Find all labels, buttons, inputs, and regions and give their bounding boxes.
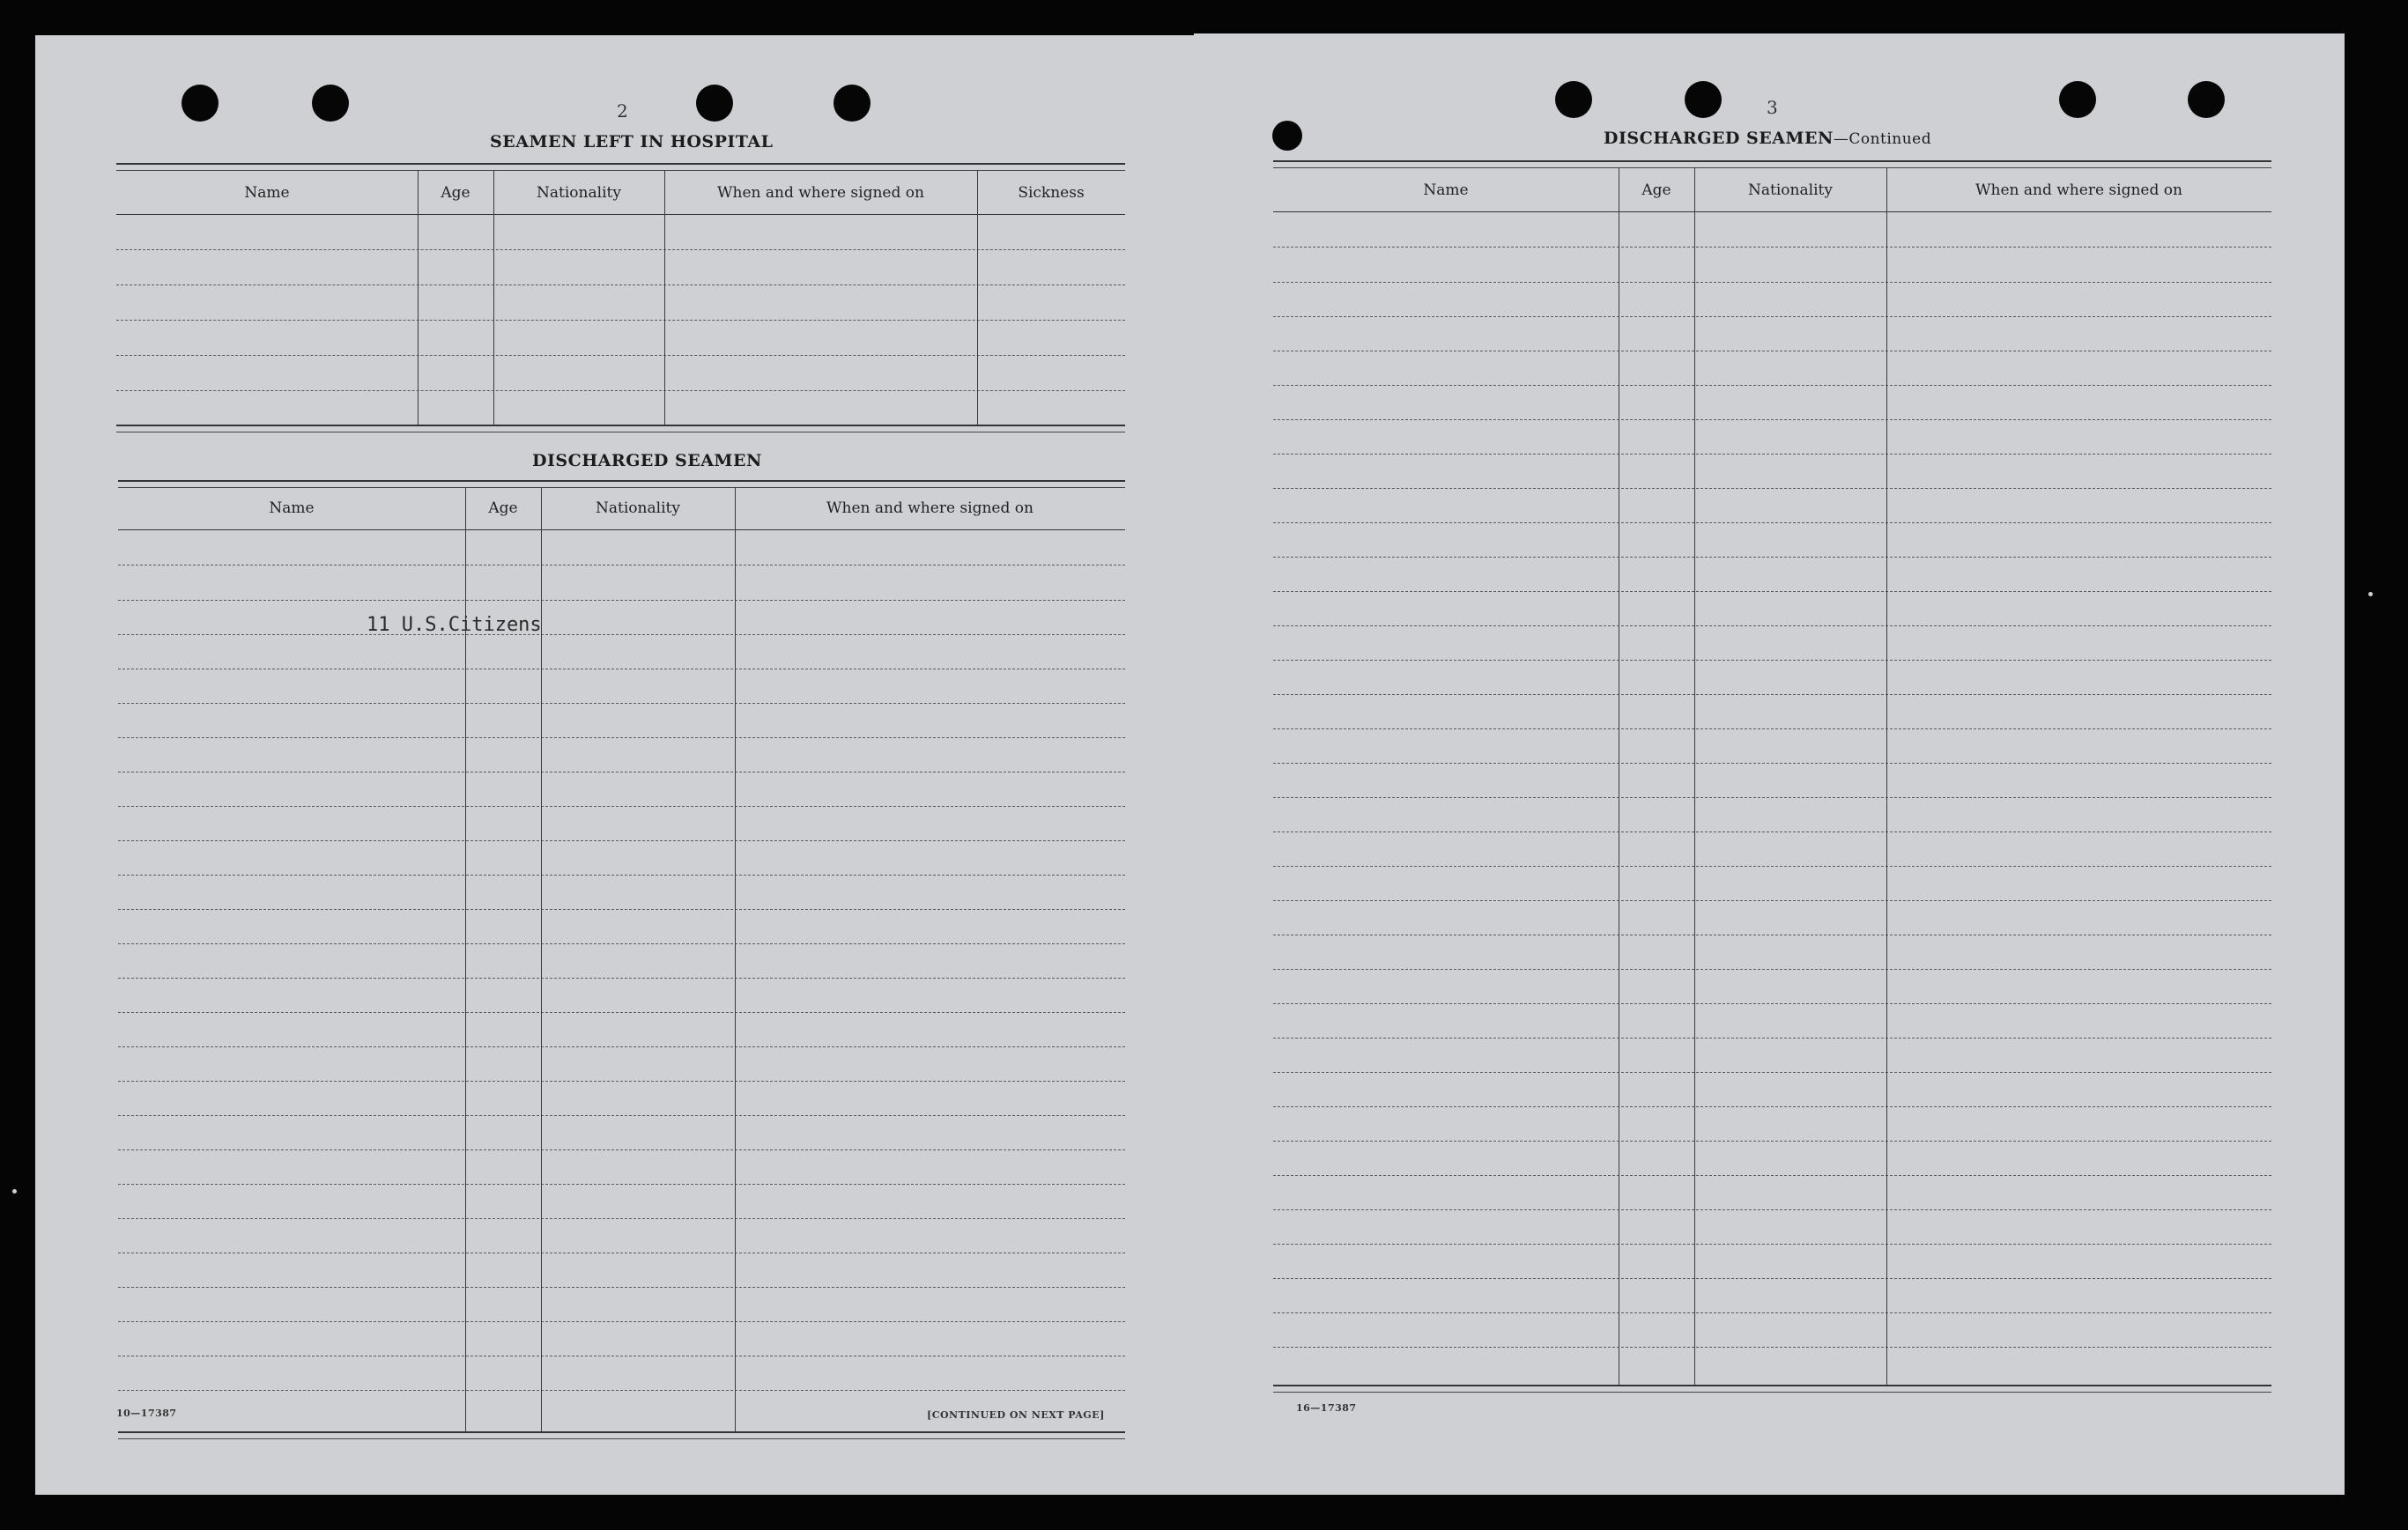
section-title-suffix: —Continued	[1833, 130, 1932, 148]
row-line	[1273, 1003, 2271, 1004]
row-line	[118, 1149, 1125, 1150]
row-line	[1273, 1175, 2271, 1176]
row-line	[1273, 454, 2271, 455]
page-number: 3	[1767, 97, 1778, 118]
table-rule	[116, 163, 1125, 171]
form-number: 16—17387	[1296, 1402, 1357, 1414]
row-line	[1273, 488, 2271, 489]
form-number: 10—17387	[116, 1408, 177, 1419]
column-header-nationality: Nationality	[596, 499, 680, 517]
right-page	[1194, 33, 2345, 1495]
row-line	[1273, 591, 2271, 592]
column-header-signed-on: When and where signed on	[717, 184, 924, 202]
row-line	[118, 737, 1125, 738]
table-rule	[118, 529, 1125, 530]
discharged-table	[118, 480, 1125, 1440]
row-line	[1273, 660, 2271, 661]
column-header-age: Age	[1641, 181, 1671, 199]
row-line	[1273, 1209, 2271, 1210]
row-line	[116, 249, 1125, 250]
row-line	[118, 943, 1125, 944]
row-line	[116, 390, 1125, 391]
row-line	[118, 1046, 1125, 1047]
hospital-table	[116, 163, 1125, 433]
punch-hole	[1555, 81, 1592, 118]
column-divider	[664, 170, 665, 425]
row-line	[1273, 625, 2271, 626]
discharged-continued-title	[1604, 129, 1931, 148]
continued-note: [CONTINUED ON NEXT PAGE]	[927, 1409, 1105, 1421]
row-line	[118, 909, 1125, 910]
column-divider	[1886, 167, 1887, 1385]
row-line	[118, 1390, 1125, 1391]
row-line	[118, 1012, 1125, 1013]
punch-hole	[2188, 81, 2225, 118]
punch-hole	[834, 85, 871, 122]
table-rule	[118, 480, 1125, 488]
row-line	[1273, 728, 2271, 729]
column-header-age: Age	[441, 184, 470, 202]
row-line	[1273, 1106, 2271, 1107]
row-line	[1273, 385, 2271, 386]
typed-entry: 11 U.S.Citizens	[367, 614, 542, 636]
row-line	[118, 1184, 1125, 1185]
column-divider	[493, 170, 494, 425]
punch-hole	[312, 85, 349, 122]
table-rule	[1273, 211, 2271, 212]
table-rule	[118, 1431, 1125, 1439]
row-line	[116, 355, 1125, 356]
row-line	[1273, 282, 2271, 283]
row-line	[1273, 1312, 2271, 1313]
row-line	[1273, 419, 2271, 420]
column-header-nationality: Nationality	[537, 184, 621, 202]
column-divider	[977, 170, 978, 425]
row-line	[1273, 763, 2271, 764]
row-line	[1273, 522, 2271, 523]
row-line	[118, 875, 1125, 876]
row-line	[1273, 1278, 2271, 1279]
row-line	[1273, 1141, 2271, 1142]
table-rule	[116, 214, 1125, 215]
row-line	[1273, 900, 2271, 901]
row-line	[118, 978, 1125, 979]
row-line	[118, 1287, 1125, 1288]
column-header-signed-on: When and where signed on	[826, 499, 1034, 517]
table-rule	[1273, 1385, 2271, 1393]
discharged-section-title: DISCHARGED SEAMEN	[532, 451, 762, 470]
row-line	[1273, 557, 2271, 558]
table-rule	[116, 425, 1125, 432]
punch-hole	[696, 85, 733, 122]
row-line	[1273, 1347, 2271, 1348]
row-line	[1273, 1072, 2271, 1073]
column-header-name: Name	[269, 499, 315, 517]
page-number: 2	[617, 100, 628, 122]
hospital-section-title: SEAMEN LEFT IN HOSPITAL	[490, 132, 774, 152]
dust-speck	[2368, 592, 2373, 596]
row-line	[118, 840, 1125, 841]
column-header-name: Name	[1423, 181, 1469, 199]
column-header-name: Name	[244, 184, 290, 202]
row-line	[1273, 797, 2271, 798]
table-rule	[1273, 160, 2271, 168]
dust-speck	[12, 1189, 17, 1194]
column-header-signed-on: When and where signed on	[1975, 181, 2182, 199]
row-line	[1273, 969, 2271, 970]
discharged-continued-table	[1273, 160, 2271, 1393]
row-line	[118, 1218, 1125, 1219]
row-line	[1273, 866, 2271, 867]
row-line	[118, 1321, 1125, 1322]
column-header-nationality: Nationality	[1748, 181, 1833, 199]
punch-hole	[1685, 81, 1722, 118]
punch-hole	[2059, 81, 2096, 118]
row-line	[118, 600, 1125, 601]
row-line	[1273, 1244, 2271, 1245]
row-line	[118, 1115, 1125, 1116]
row-line	[1273, 247, 2271, 248]
row-line	[1273, 316, 2271, 317]
column-header-age: Age	[488, 499, 518, 517]
row-line	[118, 703, 1125, 704]
column-header-sickness: Sickness	[1018, 184, 1085, 202]
column-divider	[735, 487, 736, 1431]
column-divider	[418, 170, 419, 425]
punch-hole	[1272, 121, 1302, 151]
punch-hole	[182, 85, 219, 122]
row-line	[118, 806, 1125, 807]
left-page	[35, 35, 1200, 1495]
row-line	[118, 1081, 1125, 1082]
row-line	[116, 320, 1125, 321]
row-line	[118, 634, 1125, 635]
section-title: DISCHARGED SEAMEN	[1604, 129, 1834, 148]
column-divider	[1694, 167, 1695, 1385]
row-line	[1273, 694, 2271, 695]
